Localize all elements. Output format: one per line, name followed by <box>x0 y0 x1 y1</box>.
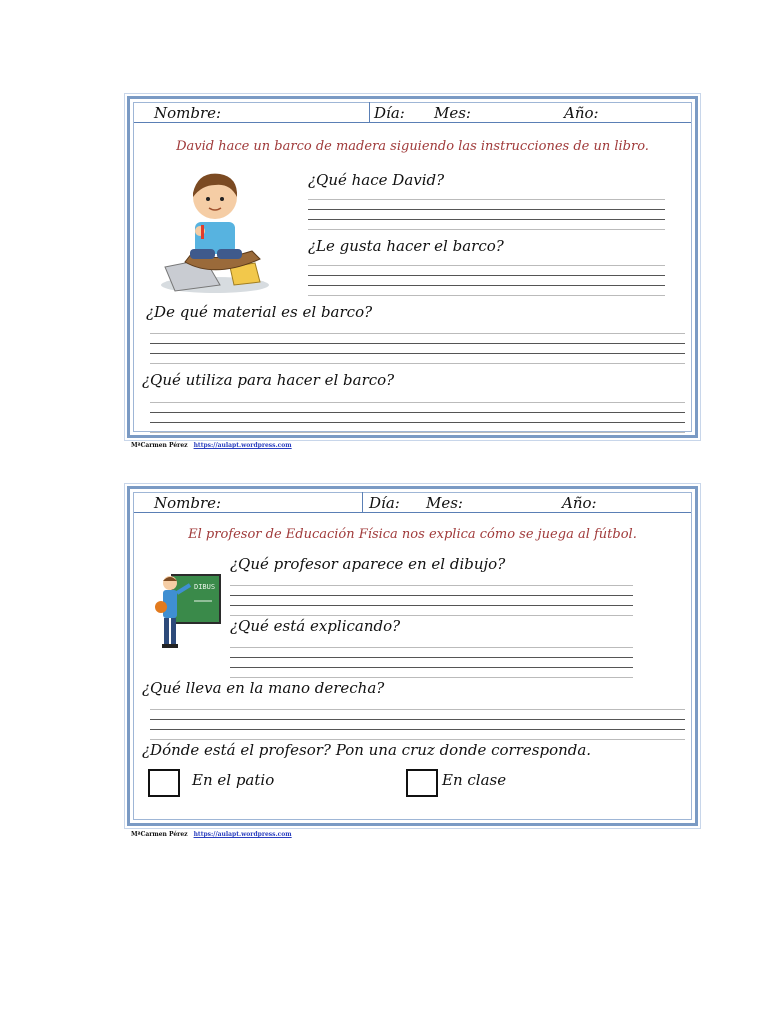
board-text: DIBUS <box>194 583 216 591</box>
worksheet-card-1 <box>127 96 698 438</box>
header-row <box>134 102 691 123</box>
header-row <box>134 492 691 513</box>
checkbox-en-el-patio[interactable] <box>148 769 180 797</box>
answer-lines-3 <box>150 333 685 365</box>
answer-lines-1 <box>308 199 665 231</box>
question-2: ¿Qué está explicando? <box>230 617 401 635</box>
header-divider <box>362 492 363 512</box>
question-3: ¿Qué lleva en la mano derecha? <box>142 679 385 697</box>
header-divider <box>369 102 370 122</box>
credit-line-1 <box>131 442 292 449</box>
credit-author: MªCarmen Pérez <box>131 442 188 449</box>
boy-building-boat-illustration <box>160 167 270 295</box>
nombre-label: Nombre: <box>154 494 222 512</box>
anio-label: Año: <box>562 494 597 512</box>
answer-lines-1 <box>230 585 633 617</box>
question-4: ¿Qué utiliza para hacer el barco? <box>142 371 395 389</box>
anio-label: Año: <box>564 104 599 122</box>
mes-label: Mes: <box>434 104 471 122</box>
option-en-clase: En clase <box>442 771 507 789</box>
credit-link[interactable]: https://aulapt.wordpress.com <box>193 442 292 449</box>
nombre-label: Nombre: <box>154 104 222 122</box>
credit-link[interactable]: https://aulapt.wordpress.com <box>193 831 292 838</box>
story-sentence: David hace un barco de madera siguiendo las instrucciones de un libro. <box>176 139 649 154</box>
answer-lines-2 <box>230 647 633 679</box>
answer-lines-4 <box>150 402 685 434</box>
option-en-el-patio: En el patio <box>192 771 275 789</box>
dia-label: Día: <box>374 104 405 122</box>
credit-line-2 <box>131 831 292 838</box>
teacher-illustration <box>154 571 224 651</box>
answer-lines-2 <box>308 265 665 297</box>
mes-label: Mes: <box>426 494 463 512</box>
story-sentence: El profesor de Educación Física nos explica cómo se juega al fútbol. <box>188 527 637 542</box>
checkbox-en-clase[interactable] <box>406 769 438 797</box>
question-1: ¿Qué hace David? <box>308 171 445 189</box>
dia-label: Día: <box>369 494 400 512</box>
question-1: ¿Qué profesor aparece en el dibujo? <box>230 555 506 573</box>
credit-author: MªCarmen Pérez <box>131 831 188 838</box>
question-4: ¿Dónde está el profesor? Pon una cruz donde corresponda. <box>142 741 592 759</box>
answer-lines-3 <box>150 709 685 741</box>
question-3: ¿De qué material es el barco? <box>146 303 373 321</box>
worksheet-card-2 <box>127 486 698 826</box>
question-2: ¿Le gusta hacer el barco? <box>308 237 504 255</box>
